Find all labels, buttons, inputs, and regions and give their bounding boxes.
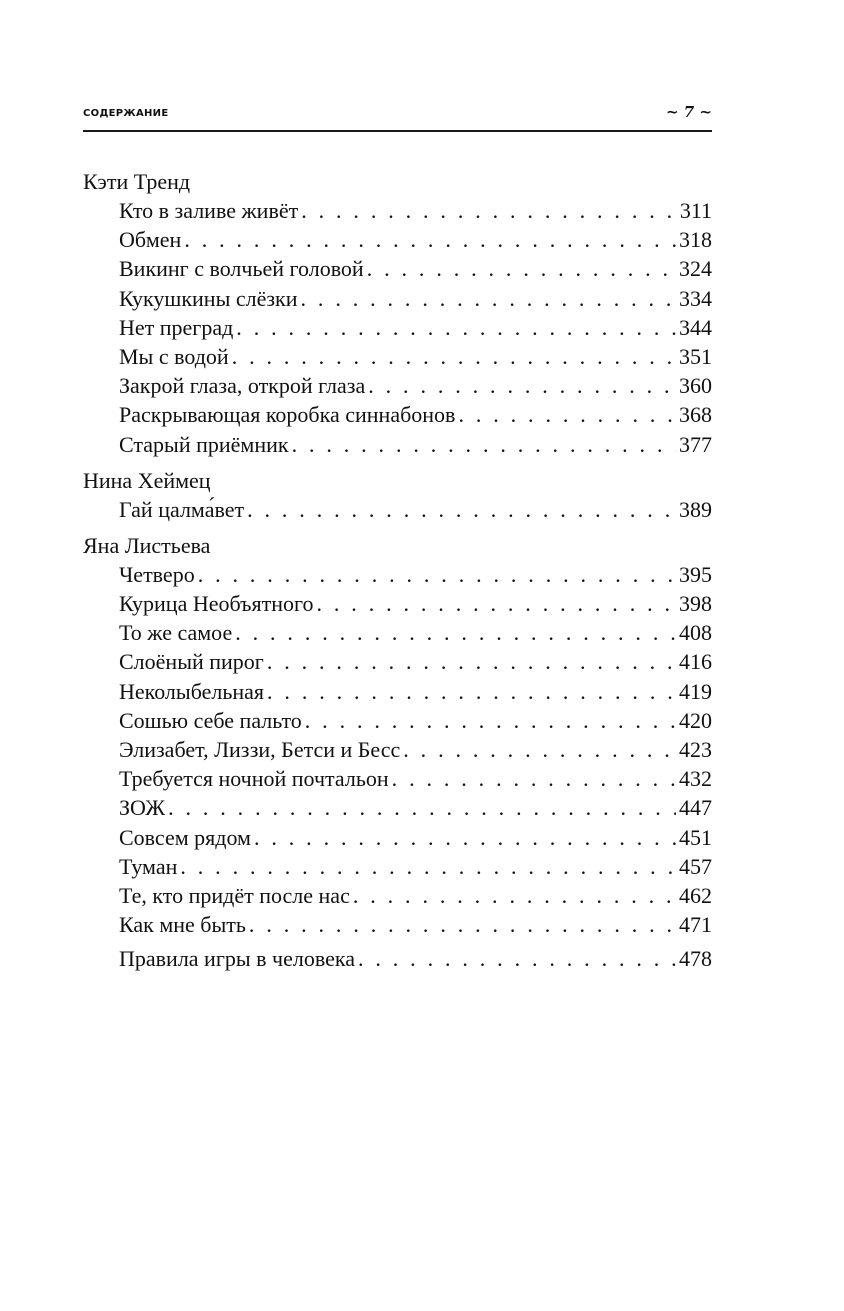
toc-entry-page: 478 bbox=[679, 946, 712, 972]
dot-leader bbox=[254, 823, 676, 852]
toc-entry[interactable] bbox=[119, 647, 712, 676]
author-heading: Яна Листьева bbox=[83, 532, 211, 558]
toc-entry-page: 334 bbox=[679, 285, 712, 311]
toc-entry-page: 395 bbox=[679, 561, 712, 587]
toc-entry[interactable] bbox=[119, 196, 712, 225]
toc-entry-page: 360 bbox=[679, 373, 712, 399]
table-of-contents bbox=[83, 167, 712, 974]
toc-entry-title: Как мне быть bbox=[119, 912, 246, 938]
dot-leader bbox=[232, 342, 676, 371]
toc-entry-page: 451 bbox=[679, 824, 712, 850]
dot-leader bbox=[292, 430, 676, 459]
dot-leader bbox=[367, 254, 676, 283]
toc-entry-title: Курица Необъятного bbox=[119, 591, 314, 617]
toc-entry-title: Раскрывающая коробка синнабонов bbox=[119, 402, 456, 428]
toc-entry[interactable] bbox=[119, 823, 712, 852]
toc-entry-page: 419 bbox=[679, 678, 712, 704]
toc-entry-page: 462 bbox=[679, 882, 712, 908]
dot-leader bbox=[403, 735, 676, 764]
dot-leader bbox=[184, 225, 676, 254]
dot-leader bbox=[301, 284, 676, 313]
toc-entry-title: Гай цалма́вет bbox=[119, 496, 245, 522]
toc-entry-page: 324 bbox=[679, 256, 712, 282]
toc-entry[interactable] bbox=[119, 764, 712, 793]
toc-entry-page: 416 bbox=[679, 649, 712, 675]
toc-entry-title: Мы с водой bbox=[119, 343, 229, 369]
toc-entry[interactable] bbox=[119, 589, 712, 618]
dot-leader bbox=[247, 495, 676, 524]
dot-leader bbox=[168, 793, 676, 822]
toc-entry-page: 311 bbox=[679, 198, 712, 223]
page-number: ~ 7 ~ bbox=[665, 103, 712, 121]
toc-entry[interactable] bbox=[119, 495, 712, 524]
toc-entry-title: Туман bbox=[119, 853, 178, 879]
toc-entry-title: Правила игры в человека bbox=[119, 946, 355, 972]
section-title: СОДЕРЖАНИЕ bbox=[83, 108, 169, 119]
toc-entry[interactable] bbox=[119, 852, 712, 881]
dot-leader bbox=[301, 196, 677, 225]
toc-entry-page: 432 bbox=[679, 766, 712, 792]
toc-entry-title: Сошью себе пальто bbox=[119, 707, 302, 733]
dot-leader bbox=[317, 589, 677, 618]
toc-entry-title: Слоёный пирог bbox=[119, 649, 264, 675]
toc-entry-title: Кукушкины слёзки bbox=[119, 285, 298, 311]
toc-entry[interactable] bbox=[119, 881, 712, 910]
toc-entry[interactable] bbox=[119, 677, 712, 706]
dot-leader bbox=[458, 400, 676, 429]
toc-entry-title: Четверо bbox=[119, 561, 195, 587]
toc-entry[interactable] bbox=[119, 342, 712, 371]
toc-entry-title: Викинг с волчьей головой bbox=[119, 256, 364, 282]
running-header bbox=[83, 103, 712, 132]
toc-entry-page: 389 bbox=[679, 496, 712, 522]
toc-entry-title: Те, кто придёт после нас bbox=[119, 882, 350, 908]
dot-leader bbox=[267, 647, 676, 676]
toc-entry[interactable] bbox=[119, 313, 712, 342]
toc-entry-page: 447 bbox=[679, 795, 712, 821]
toc-entry-title: Совсем рядом bbox=[119, 824, 251, 850]
toc-entry-title: ЗОЖ bbox=[119, 795, 166, 821]
toc-entry[interactable] bbox=[119, 618, 712, 647]
toc-entry-page: 351 bbox=[679, 343, 712, 369]
toc-entry-title: Элизабет, Лиззи, Бетси и Бесс bbox=[119, 737, 401, 762]
toc-entry-title: Обмен bbox=[119, 227, 182, 253]
toc-entry-title: Старый приёмник bbox=[119, 431, 289, 457]
dot-leader bbox=[235, 618, 676, 647]
toc-entry-page: 457 bbox=[679, 853, 712, 879]
toc-entry[interactable] bbox=[119, 910, 712, 939]
toc-entry[interactable] bbox=[119, 225, 712, 254]
toc-entry-page: 318 bbox=[679, 227, 712, 253]
toc-entry[interactable] bbox=[119, 254, 712, 283]
dot-leader bbox=[305, 706, 676, 735]
dot-leader bbox=[392, 764, 676, 793]
toc-entry[interactable] bbox=[119, 793, 712, 822]
toc-entry-page: 420 bbox=[679, 707, 712, 733]
toc-entry[interactable] bbox=[119, 560, 712, 589]
author-heading: Нина Хеймец bbox=[83, 467, 211, 493]
dot-leader bbox=[358, 944, 676, 973]
toc-entry-title: Нет преград bbox=[119, 314, 234, 340]
toc-entry-page: 368 bbox=[679, 402, 712, 428]
toc-entry-page: 408 bbox=[679, 620, 712, 646]
toc-entry-title: Закрой глаза, открой глаза bbox=[119, 373, 366, 399]
toc-entry[interactable] bbox=[119, 430, 712, 459]
author-heading: Кэти Тренд bbox=[83, 169, 191, 194]
dot-leader bbox=[267, 677, 676, 706]
dot-leader bbox=[180, 852, 676, 881]
toc-entry-page: 398 bbox=[679, 591, 712, 617]
toc-entry-title: Требуется ночной почтальон bbox=[119, 766, 389, 792]
toc-entry[interactable] bbox=[119, 371, 712, 400]
toc-entry-page: 377 bbox=[679, 431, 712, 457]
dot-leader bbox=[198, 560, 676, 589]
toc-entry-page: 344 bbox=[679, 314, 712, 340]
toc-entry[interactable] bbox=[119, 735, 712, 764]
toc-entry-page: 423 bbox=[679, 737, 712, 762]
toc-entry-title: Кто в заливе живёт bbox=[119, 198, 299, 223]
dot-leader bbox=[249, 910, 676, 939]
toc-entry[interactable] bbox=[119, 706, 712, 735]
toc-entry[interactable] bbox=[119, 944, 712, 973]
toc-entry-title: Неколыбельная bbox=[119, 678, 265, 704]
toc-entry-title: То же самое bbox=[119, 620, 233, 646]
toc-entry-page: 471 bbox=[679, 912, 712, 938]
dot-leader bbox=[368, 371, 676, 400]
toc-entry[interactable] bbox=[119, 284, 712, 313]
toc-entry[interactable] bbox=[119, 400, 712, 429]
dot-leader bbox=[236, 313, 676, 342]
dot-leader bbox=[353, 881, 676, 910]
